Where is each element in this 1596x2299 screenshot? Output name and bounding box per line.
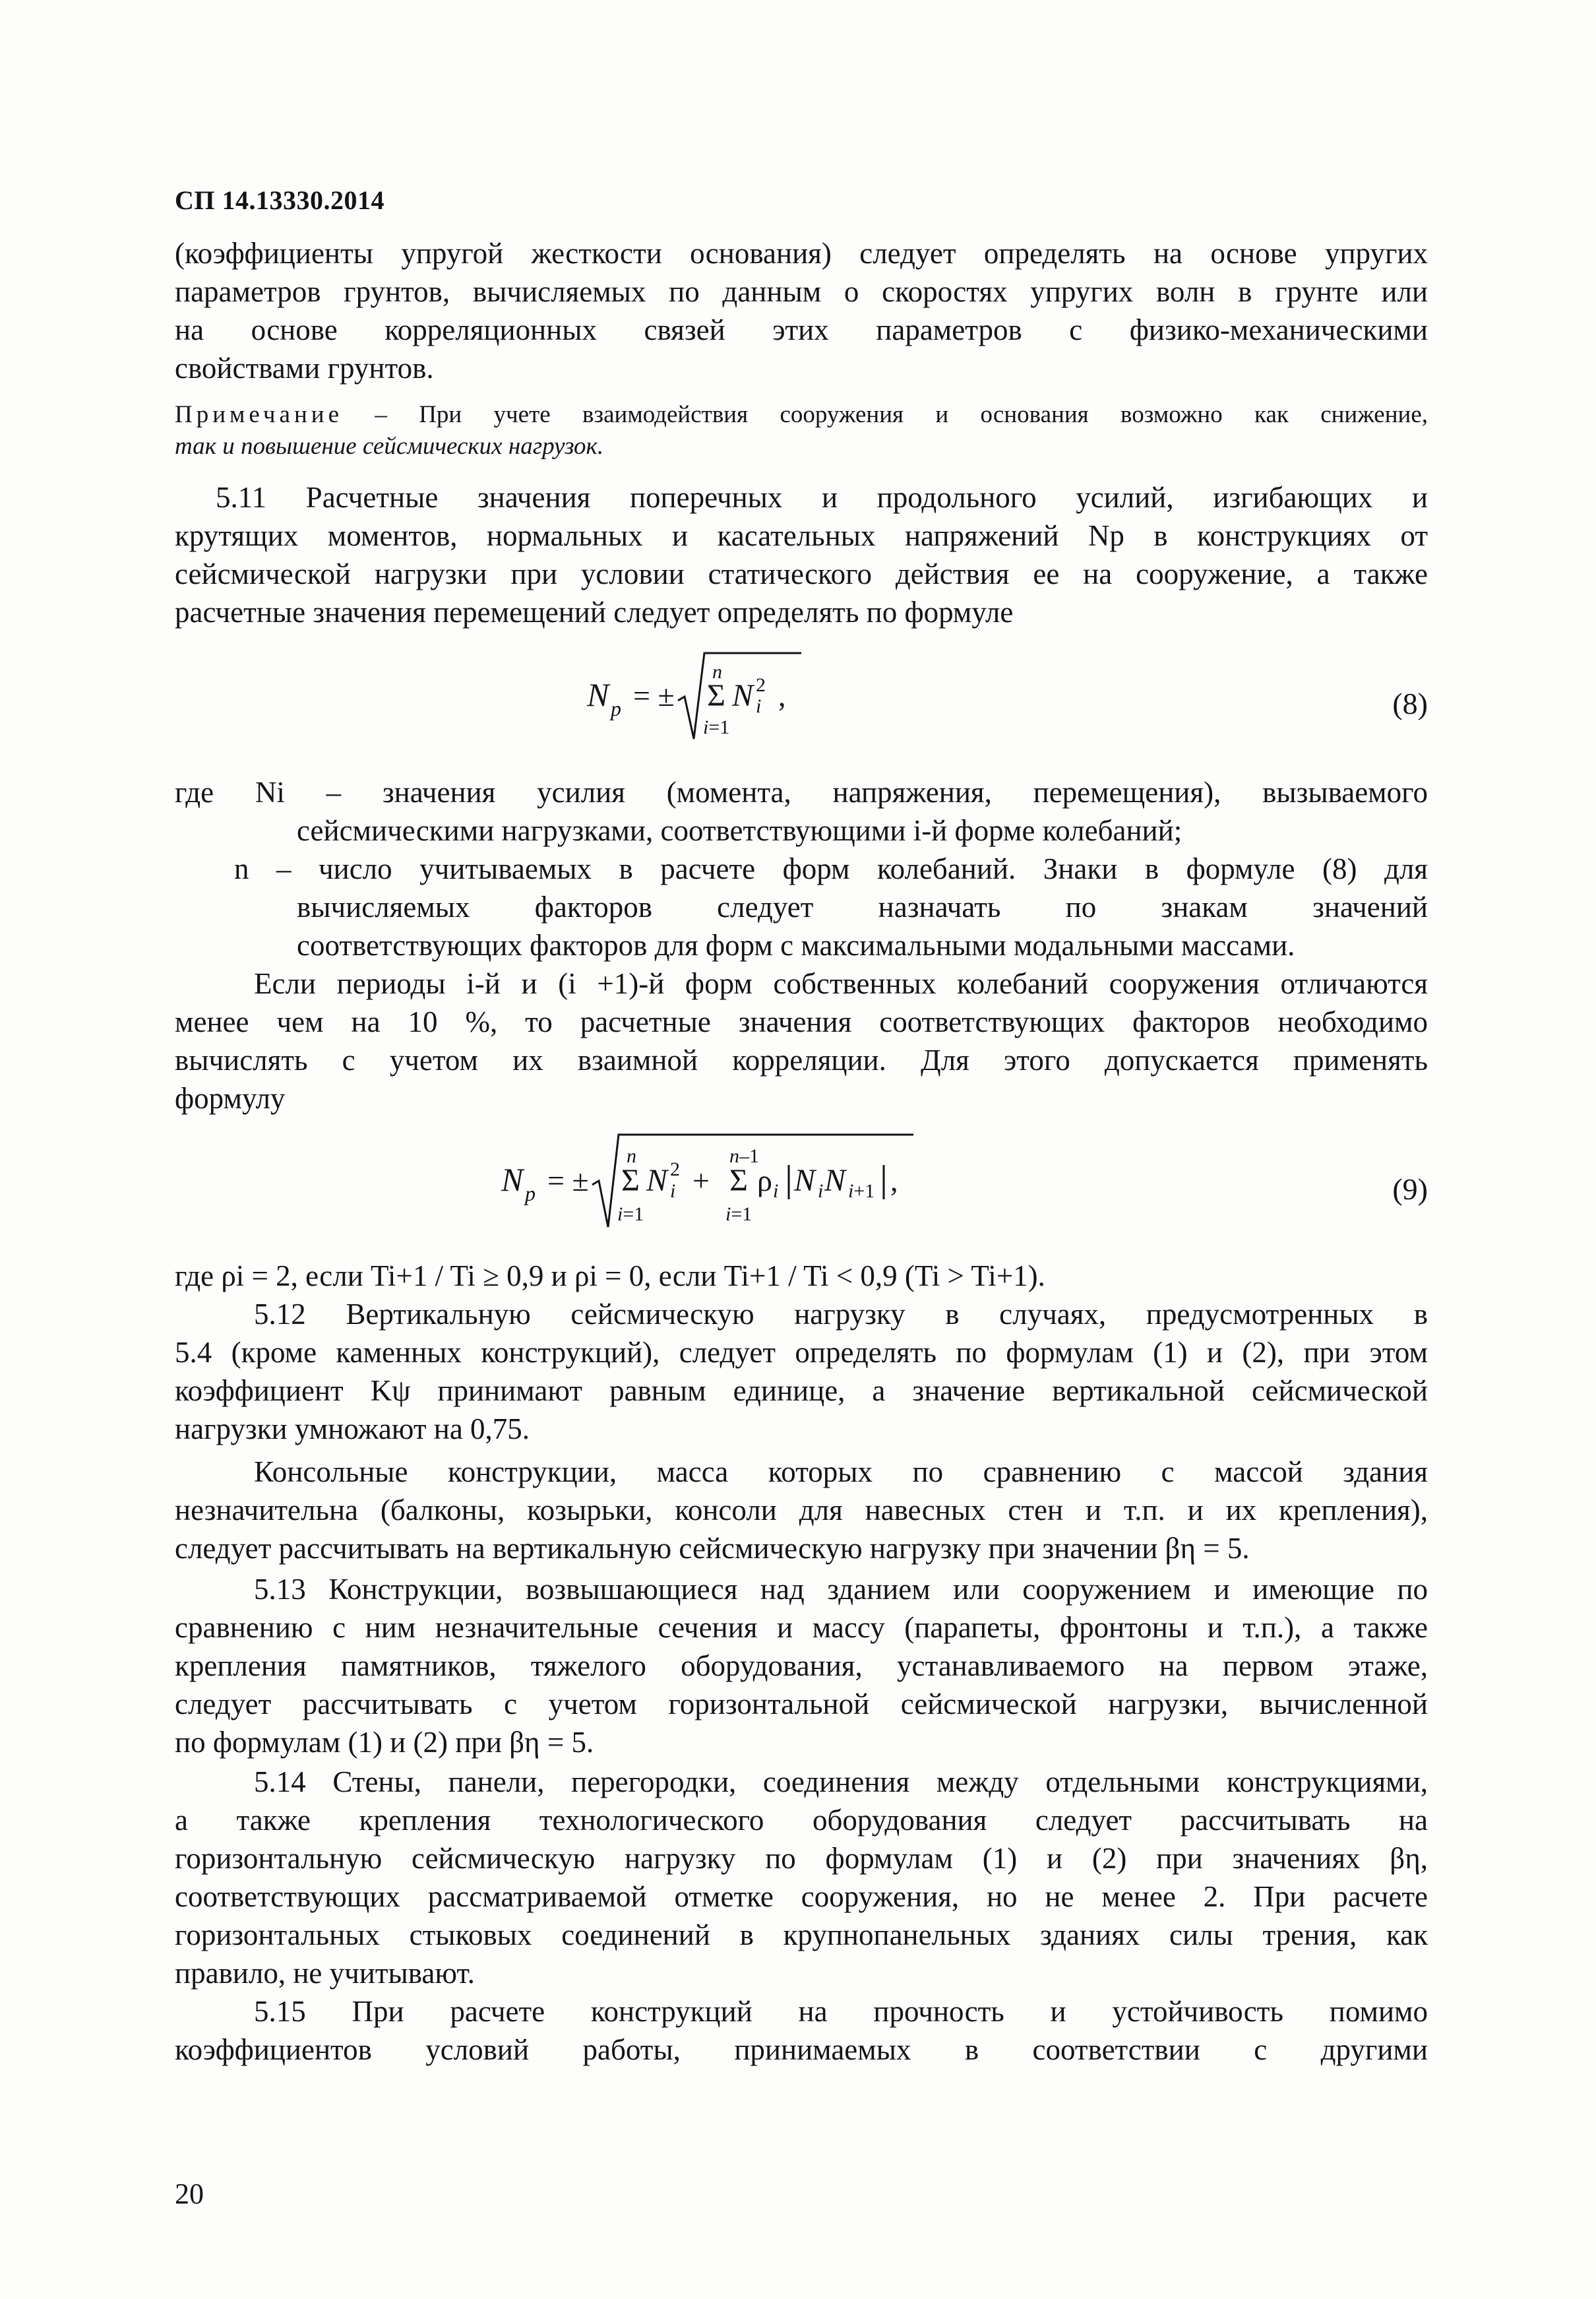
text-line: нагрузки умножают на 0,75. xyxy=(175,1412,530,1445)
svg-text:i=1: i=1 xyxy=(617,1203,644,1225)
svg-text:i+1: i+1 xyxy=(848,1180,875,1202)
section-5-14 xyxy=(175,1763,1428,1992)
section-5-13 xyxy=(175,1570,1428,1761)
paragraph-periods xyxy=(175,964,1428,1118)
text-line: 5.13 Конструкции, возвышающиеся над зданием или сооружением и имеющие по xyxy=(254,1573,1428,1606)
text-line: соответствующих факторов для форм с максимальными модальными массами. xyxy=(297,929,1295,962)
note-text-line2: так и повышение сейсмических нагрузок. xyxy=(175,433,604,460)
equation-number: (9) xyxy=(1392,1172,1428,1206)
text-line: сейсмической нагрузки при условии статического действия ее на сооружение, а также xyxy=(175,557,1428,590)
text-line: параметров грунтов, вычисляемых по данным о скоростях упругих волн в грунте или xyxy=(175,275,1428,308)
svg-text:n–1: n–1 xyxy=(729,1145,759,1167)
paragraph-intro xyxy=(175,234,1428,387)
svg-text:N: N xyxy=(587,676,609,713)
svg-text:Σ: Σ xyxy=(707,678,725,713)
svg-text:= ±: = ± xyxy=(633,679,675,712)
svg-text:,: , xyxy=(778,679,786,712)
text-line: незначительна (балконы, козырьки, консоли для навесных стен и т.п. и их крепления), xyxy=(175,1494,1428,1527)
text-line: где ρi = 2, если Ti+1 / Ti ≥ 0,9 и ρi = 0, если Ti+1 / Ti < 0,9 (Ti > Ti+1). xyxy=(175,1259,1045,1292)
text-line: сравнению с ним незначительные сечения и массу (парапеты, фронтоны и т.п.), а также xyxy=(175,1611,1428,1644)
svg-text:n: n xyxy=(627,1145,636,1167)
section-5-12 xyxy=(175,1295,1428,1448)
svg-text:Σ: Σ xyxy=(729,1163,748,1198)
svg-text:2: 2 xyxy=(756,674,766,696)
note-text: – При учете взаимодействия сооружения и основания возможно как снижение, xyxy=(343,401,1428,428)
text-line: свойствами грунтов. xyxy=(175,352,434,385)
formula-8-graphic xyxy=(580,640,857,752)
text-line: вычисляемых факторов следует назначать по знакам значений xyxy=(297,891,1428,924)
where-formula-8 xyxy=(175,773,1428,964)
text-line: 5.12 Вертикальную сейсмическую нагрузку в случаях, предусмотренных в xyxy=(254,1298,1428,1331)
text-line: менее чем на 10 %, то расчетные значения соответствующих факторов необходимо xyxy=(175,1005,1428,1038)
text-line: крепления памятников, тяжелого оборудования, устанавливаемого на первом этаже, xyxy=(175,1649,1428,1682)
svg-text:i: i xyxy=(773,1180,779,1202)
doc-code-header: СП 14.13330.2014 xyxy=(175,185,384,215)
note-label: Примечание xyxy=(175,401,343,428)
note-block xyxy=(175,399,1428,462)
where-formula-9 xyxy=(175,1257,1428,1295)
svg-text:Σ: Σ xyxy=(621,1163,640,1198)
section-5-11 xyxy=(175,478,1428,631)
svg-text:i: i xyxy=(756,695,762,717)
text-line: коэффициентов условий работы, принимаемых в соответствии с другими xyxy=(175,2033,1428,2066)
text-line: где Ni – значения усилия (момента, напряжения, перемещения), вызываемого xyxy=(175,776,1428,809)
text-line: крутящих моментов, нормальных и касательных напряжений Np в конструкциях от xyxy=(175,519,1428,552)
svg-text:= ±: = ± xyxy=(547,1164,589,1197)
svg-text:n: n xyxy=(712,661,722,683)
text-line: (коэффициенты упругой жесткости основания) следует определять на основе упругих xyxy=(175,237,1428,270)
text-line: на основе корреляционных связей этих параметров с физико-механическими xyxy=(175,313,1428,346)
text-line: сейсмическими нагрузками, соответствующими i-й форме колебаний; xyxy=(297,814,1182,847)
svg-text:N: N xyxy=(501,1161,524,1198)
text-line: n – число учитываемых в расчете форм колебаний. Знаки в формуле (8) для xyxy=(234,852,1428,885)
text-line: Если периоды i-й и (i +1)-й форм собственных колебаний сооружения отличаются xyxy=(254,967,1428,1000)
text-line: по формулам (1) и (2) при βη = 5. xyxy=(175,1726,594,1759)
svg-text:,: , xyxy=(890,1164,898,1197)
text-line: следует рассчитывать на вертикальную сейсмическую нагрузку при значении βη = 5. xyxy=(175,1532,1250,1565)
svg-text:N: N xyxy=(732,678,754,713)
text-line: Консольные конструкции, масса которых по сравнению с массой здания xyxy=(254,1455,1428,1488)
svg-text:p: p xyxy=(525,1181,536,1205)
svg-text:+: + xyxy=(692,1164,710,1197)
text-line: 5.4 (кроме каменных конструкций), следует определять по формулам (1) и (2), при этом xyxy=(175,1336,1428,1369)
text-line: 5.11 Расчетные значения поперечных и продольного усилий, изгибающих и xyxy=(216,481,1428,514)
text-line: следует рассчитывать с учетом горизонтальной сейсмической нагрузки, вычисленной xyxy=(175,1687,1428,1720)
svg-text:N: N xyxy=(824,1163,846,1198)
svg-text:i=1: i=1 xyxy=(703,716,730,738)
formula-9-graphic xyxy=(495,1121,956,1240)
text-line: горизонтальную сейсмическую нагрузку по формулам (1) и (2) при значениях βη, xyxy=(175,1842,1428,1875)
text-line: формулу xyxy=(175,1082,286,1115)
text-line: 5.15 При расчете конструкций на прочность и устойчивость помимо xyxy=(254,1995,1428,2028)
equation-number: (8) xyxy=(1392,687,1428,720)
section-5-15 xyxy=(175,1992,1428,2069)
svg-text:ρ: ρ xyxy=(757,1164,772,1197)
text-line: 5.14 Стены, панели, перегородки, соединения между отдельными конструкциями, xyxy=(254,1765,1428,1798)
svg-text:2: 2 xyxy=(670,1158,680,1180)
text-line: соответствующих рассматриваемой отметке сооружения, но не менее 2. При расчете xyxy=(175,1880,1428,1913)
text-line: коэффициент Kψ принимают равным единице, а значение вертикальной сейсмической xyxy=(175,1374,1428,1407)
svg-text:p: p xyxy=(611,697,621,720)
paragraph-console xyxy=(175,1453,1428,1567)
text-line: вычислять с учетом их взаимной корреляции. Для этого допускается применять xyxy=(175,1044,1428,1077)
svg-text:i: i xyxy=(818,1180,824,1202)
svg-text:i=1: i=1 xyxy=(725,1203,752,1225)
svg-text:N: N xyxy=(646,1163,668,1198)
text-line: а также крепления технологического оборудования следует рассчитывать на xyxy=(175,1804,1428,1837)
text-line: расчетные значения перемещений следует определять по формуле xyxy=(175,596,1014,629)
text-line: горизонтальных стыковых соединений в крупнопанельных зданиях силы трения, как xyxy=(175,1918,1428,1951)
text-line: правило, не учитывают. xyxy=(175,1957,475,1990)
svg-text:N: N xyxy=(794,1163,816,1198)
svg-text:i: i xyxy=(670,1180,676,1202)
page-number: 20 xyxy=(175,2178,204,2210)
